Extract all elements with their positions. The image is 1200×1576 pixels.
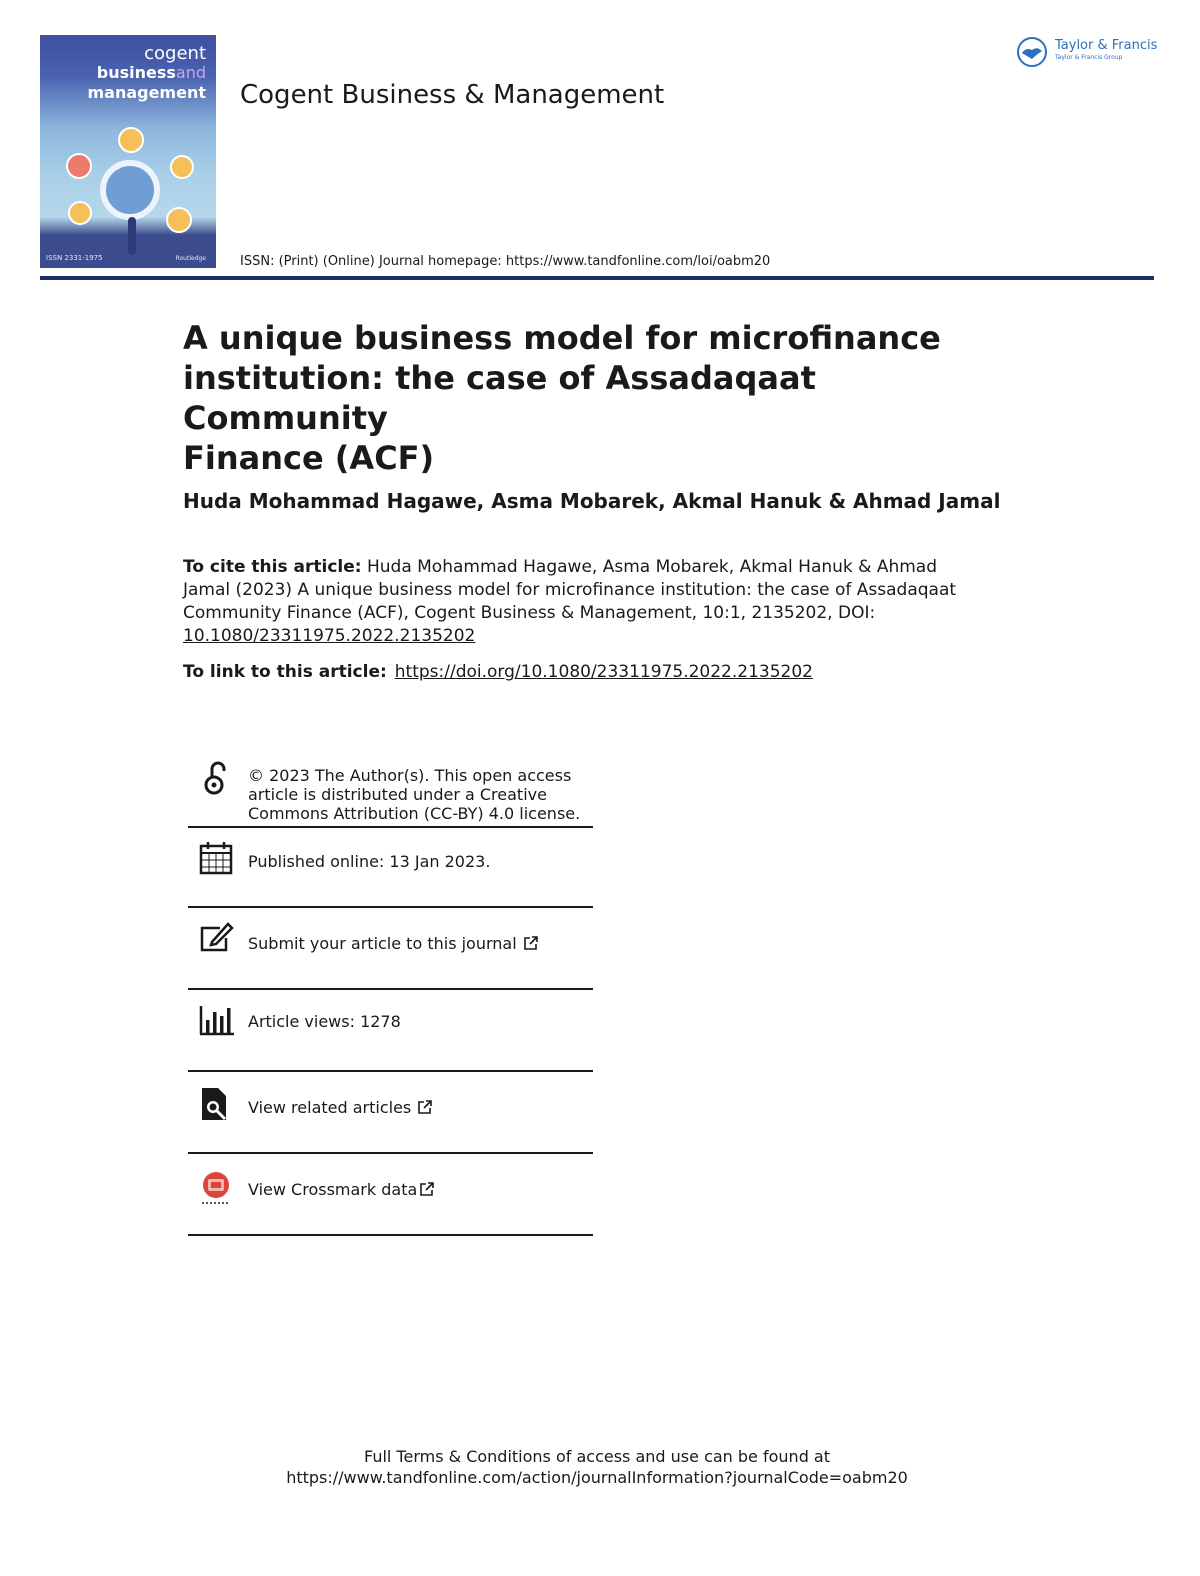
journal-homepage-link[interactable]: https://www.tandfonline.com/loi/oabm20 xyxy=(505,254,771,269)
published-text: Published online: 13 Jan 2023. xyxy=(248,852,491,871)
external-link-icon xyxy=(417,1099,433,1115)
cite-label: To cite this article: xyxy=(183,557,362,577)
magnifier-handle xyxy=(128,217,136,255)
submit-article-link[interactable]: Submit your article to this journal xyxy=(248,934,539,953)
article-authors: Huda Mohammad Hagawe, Asma Mobarek, Akmal Hanuk & Ahmad Jamal xyxy=(183,489,1001,513)
related-search-icon xyxy=(198,1086,234,1122)
crossmark-row[interactable] xyxy=(188,1154,593,1236)
license-text: © 2023 The Author(s). This open access article is distributed under a Creative Commons Attribution (CC-BY) 4.0 license. xyxy=(248,766,581,823)
submit-row[interactable] xyxy=(188,908,593,990)
related-row[interactable] xyxy=(188,1072,593,1154)
open-access-icon xyxy=(198,760,234,796)
edit-icon xyxy=(198,920,234,956)
cover-orb xyxy=(118,127,144,153)
cover-orb xyxy=(170,155,194,179)
views-text: Article views: 1278 xyxy=(248,1012,401,1031)
issn-text: ISSN: (Print) (Online) Journal homepage: xyxy=(240,254,506,269)
link-label: To link to this article: xyxy=(183,662,387,682)
publisher-subtitle: Taylor & Francis Group xyxy=(1055,54,1123,61)
views-row xyxy=(188,990,593,1072)
published-row xyxy=(188,828,593,908)
magnifier-icon xyxy=(100,160,160,220)
citation-block: To cite this article: Huda Mohammad Hagawe, Asma Mobarek, Akmal Hanuk & Ahmad Jamal (2023) A unique business model for microfinance institution: the case of Assadaqaat Community Finance (ACF), Cogent Business & Management, 10:1, 2135202, DOI: 10.1080/23311975.2022.2135202 xyxy=(183,557,957,646)
cover-orb xyxy=(68,201,92,225)
calendar-icon xyxy=(198,840,234,876)
terms-footer xyxy=(0,1446,1194,1488)
terms-text: Full Terms & Conditions of access and use can be found at xyxy=(363,1447,831,1466)
header-divider xyxy=(40,276,1154,280)
terms-url[interactable]: https://www.tandfonline.com/action/journalInformation?journalCode=oabm20 xyxy=(286,1468,908,1487)
bar-chart-icon xyxy=(198,1002,234,1038)
journal-title: Cogent Business & Management xyxy=(240,80,665,110)
related-articles-link[interactable]: View related articles xyxy=(248,1098,433,1117)
issn-line xyxy=(240,254,770,269)
cover-orb xyxy=(66,153,92,179)
cover-orb xyxy=(166,207,192,233)
journal-cover-image xyxy=(40,35,216,268)
cover-title-line3: management xyxy=(87,83,206,102)
license-row xyxy=(188,760,593,828)
crossmark-icon xyxy=(198,1170,234,1206)
article-info-box xyxy=(188,760,593,1236)
external-link-icon xyxy=(523,935,539,951)
cover-publisher-mark: Routledge xyxy=(175,255,206,262)
cover-issn: ISSN 2331-1975 xyxy=(46,254,103,262)
external-link-icon xyxy=(419,1181,435,1197)
cover-title-line1: cogent xyxy=(144,43,206,64)
crossmark-link[interactable]: View Crossmark data xyxy=(248,1180,435,1199)
article-link-line xyxy=(183,662,813,682)
publisher-name: Taylor & Francis xyxy=(1055,38,1158,53)
article-doi-url-link[interactable]: https://doi.org/10.1080/23311975.2022.2135202 xyxy=(394,662,813,682)
doi-link[interactable]: 10.1080/23311975.2022.2135202 xyxy=(183,626,476,646)
article-title: A unique business model for microfinance institution: the case of Assadaqaat Community Finance (ACF) xyxy=(183,319,941,477)
cover-title-line2: businessand xyxy=(96,63,206,82)
